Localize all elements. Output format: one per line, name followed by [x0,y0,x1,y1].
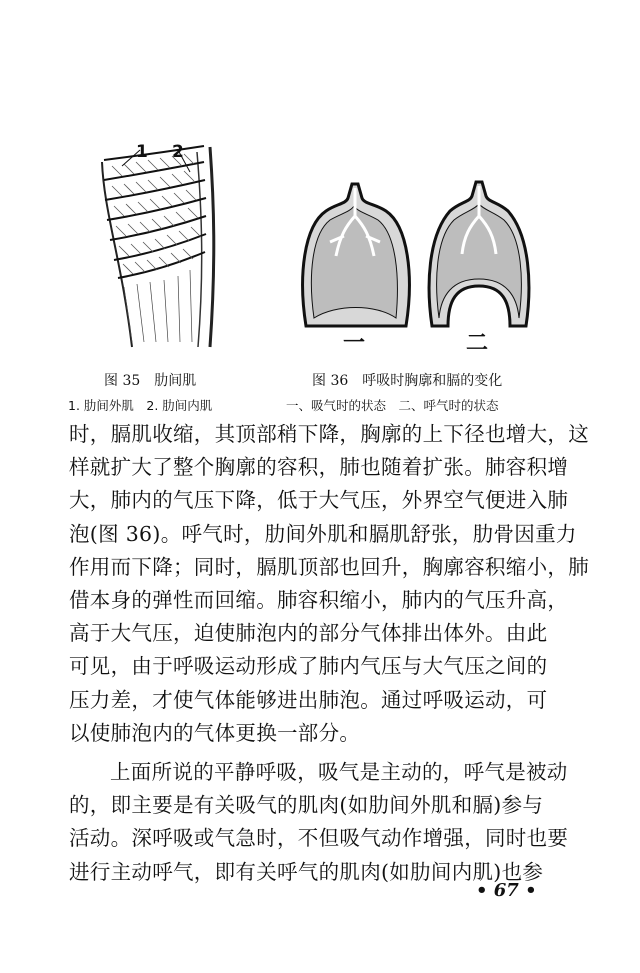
text-line: 借本身的弹性而回缩。肺容积缩小，肺内的气压升高， [69,588,569,613]
paragraph-2 [69,756,569,889]
figure-36-caption: 图 36 呼吸时胸廓和膈的变化 [312,373,503,389]
text-line: 大，肺内的气压下降，低于大气压，外界空气便进入肺 [69,488,569,513]
text-line: 高于大气压，迫使肺泡内的部分气体排出体外。由此 [69,621,548,646]
inhalation-thorax [303,184,410,326]
page-number: • 67 • [476,880,537,901]
rib-cage-drawing [92,142,222,352]
text-line: 样就扩大了整个胸廓的容积，肺也随着扩张。肺容积增 [69,455,569,480]
text-line: 上面所说的平静呼吸，吸气是主动的，呼气是被动 [110,760,568,785]
figure-35-legend: 1. 肋间外肌 2. 肋间内肌 [68,398,213,413]
text-line: 活动。深呼吸或气急时，不但吸气动作增强，同时也要 [69,826,569,851]
text-line: 的，即主要是有关吸气的肌肉(如肋间外肌和膈)参与 [69,793,544,818]
thorax-drawing [296,176,536,354]
figure-35-illustration [92,142,222,352]
figure-35-caption: 图 35 肋间肌 [104,373,197,389]
figure-36-legend: 一、吸气时的状态 二、呼气时的状态 [286,398,499,413]
text-line: 作用而下降；同时，膈肌顶部也回升，胸廓容积缩小，肺 [69,554,589,579]
callout-1: 1 [136,142,148,162]
text-line: 压力差，才使气体能够进出肺泡。通过呼吸运动，可 [69,687,548,712]
body-text [69,418,589,889]
text-line: 进行主动呼气，即有关呼气的肌肉(如肋间内肌)也参 [69,859,544,884]
figure-36-mark-left: 一 [343,330,366,356]
text-line: 时，膈肌收缩，其顶部稍下降，胸廓的上下径也增大，这 [69,422,589,446]
figure-36-mark-right: 二 [466,330,489,356]
figure-36-illustration [296,176,536,354]
paragraph-1 [69,418,589,750]
callout-2: 2 [172,142,184,162]
text-line: 可见，由于呼吸运动形成了肺内气压与大气压之间的 [69,654,548,679]
exhalation-thorax [429,182,529,326]
text-line: 泡(图 36)。呼气时，肋间外肌和膈肌舒张，肋骨因重力 [69,521,577,546]
text-line: 以使肺泡内的气体更换一部分。 [69,720,361,745]
